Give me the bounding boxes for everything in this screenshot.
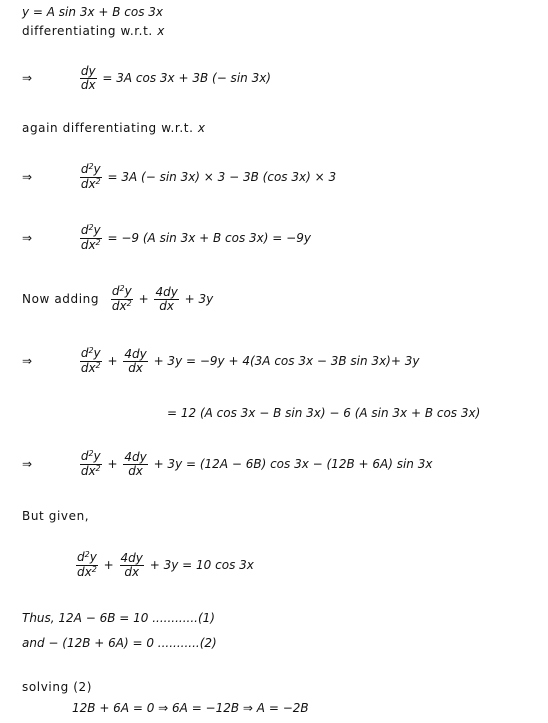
now-adding-text: Now adding [22,292,100,306]
equation-sum: ⇒ $\frac{d^2y}{dx^2}$ + $\frac{4dy}{dx}$ + 3y = −9y + 4(3A cos 3x − 3B sin 3x)+ 3y [22,346,420,375]
fraction-d2y-dx2: $\frac{d^2y}{dx^2}$ [80,162,101,191]
now-adding-expression: Now adding $\frac{d^2y}{dx^2}$ + $\frac{4dy}{dx}$ + 3y [22,284,214,313]
implies-arrow: ⇒ [22,71,33,85]
equation-rhs: = −9 (A sin 3x + B cos 3x) = −9y [107,231,311,245]
equation-given-ode: $\frac{d^2y}{dx^2}$ + $\frac{4dy}{dx}$ + 3y = 10 cos 3x [77,550,254,579]
fraction-4dy-dx: $\frac{4dy}{dx}$ [124,450,147,478]
fraction-d2y-dx2: $\frac{d^2y}{dx^2}$ [80,449,101,478]
fraction-d2y-dx2: $\frac{d^2y}{dx^2}$ [77,550,97,579]
equation-rhs: = 3A (− sin 3x) × 3 − 3B (cos 3x) × 3 [107,170,337,184]
fraction-dy-dx: $\frac{dy}{dx}$ [80,64,96,92]
fraction-d2y-dx2: $\frac{d^2y}{dx^2}$ [111,284,132,313]
equation-2: and − (12B + 6A) = 0 ...........(2) [22,636,217,650]
step-again-differentiating-text: again differentiating w.r.t. x [22,121,206,135]
implies-arrow: ⇒ [22,231,33,245]
equation-final: 12B + 6A = 0 ⇒ 6A = −12B ⇒ A = −2B [72,701,309,715]
equation-rhs: = −9y + 4(3A cos 3x − 3B sin 3x)+ 3y [186,354,420,368]
equation-sum-expanded: = 12 (A cos 3x − B sin 3x) − 6 (A sin 3x + B cos 3x) [167,406,481,420]
implies-arrow: ⇒ [22,354,33,368]
fraction-d2y-dx2: $\frac{d^2y}{dx^2}$ [80,223,101,252]
equation-rhs: = 3A cos 3x + 3B (− sin 3x) [102,71,271,85]
fraction-4dy-dx: $\frac{4dy}{dx}$ [120,551,143,579]
solving-text: solving (2) [22,680,92,694]
implies-arrow: ⇒ [22,170,33,184]
equation-given: y = A sin 3x + B cos 3x [22,5,164,19]
fraction-4dy-dx: $\frac{4dy}{dx}$ [155,285,178,313]
step-text: differentiating w.r.t. [22,24,158,38]
but-given-text: But given, [22,509,90,523]
step-differentiating-text [22,24,165,38]
equation-first-derivative [22,65,271,92]
implies-arrow: ⇒ [22,457,33,471]
equation-rhs: = 10 cos 3x [182,558,254,572]
fraction-4dy-dx: $\frac{4dy}{dx}$ [124,347,147,375]
equation-second-derivative-simplified [22,224,311,253]
step-variable: x [157,24,165,38]
equation-second-derivative [22,163,336,192]
equation-sum-collected: ⇒ $\frac{d^2y}{dx^2}$ + $\frac{4dy}{dx}$ + 3y = (12A − 6B) cos 3x − (12B + 6A) sin 3x [22,449,433,478]
equation-rhs: = (12A − 6B) cos 3x − (12B + 6A) sin 3x [186,457,433,471]
equation-1: Thus, 12A − 6B = 10 ............(1) [22,611,215,625]
fraction-d2y-dx2: $\frac{d^2y}{dx^2}$ [80,346,101,375]
